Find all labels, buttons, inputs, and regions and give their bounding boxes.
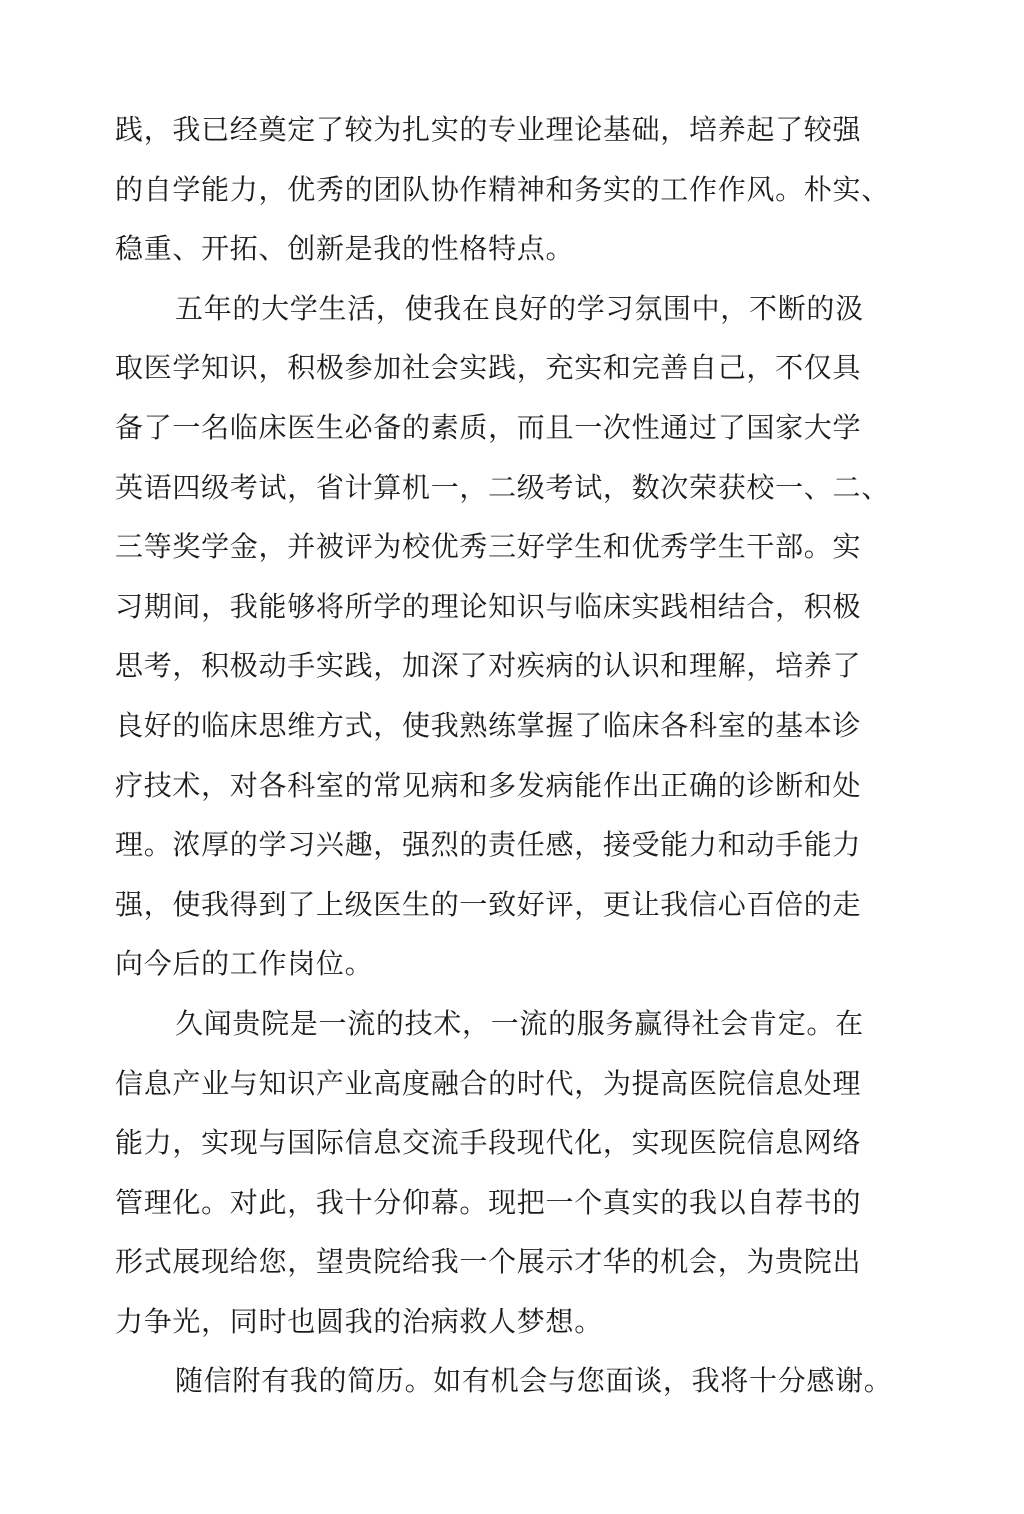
text-line: 五年的大学生活，使我在良好的学习氛围中，不断的汲 <box>175 291 864 325</box>
text-line: 取医学知识，积极参加社会实践，充实和完善自己，不仅具 <box>115 351 862 385</box>
paragraph-1 <box>115 100 915 279</box>
text-line: 英语四级考试，省计算机一，二级考试，数次荣获校一、二、 <box>115 470 890 504</box>
text-line: 三等奖学金，并被评为校优秀三好学生和优秀学生干部。实 <box>115 530 862 564</box>
text-line: 向今后的工作岗位。 <box>115 947 374 981</box>
paragraph-2 <box>115 279 915 994</box>
text-line: 践，我已经奠定了较为扎实的专业理论基础，培养起了较强 <box>115 113 862 146</box>
paragraph-3 <box>115 994 915 1352</box>
text-line: 思考，积极动手实践，加深了对疾病的认识和理解，培养了 <box>115 649 862 683</box>
text-line: 稳重、开拓、创新是我的性格特点。 <box>115 232 575 266</box>
text-line: 强，使我得到了上级医生的一致好评，更让我信心百倍的走 <box>115 887 862 921</box>
text-line: 能力，实现与国际信息交流手段现代化，实现医院信息网络 <box>115 1126 862 1160</box>
text-line: 的自学能力，优秀的团队协作精神和务实的工作作风。朴实、 <box>115 172 890 206</box>
letter-body <box>115 100 915 1411</box>
text-line: 备了一名临床医生必备的素质，而且一次性通过了国家大学 <box>115 410 862 444</box>
text-line: 久闻贵院是一流的技术，一流的服务赢得社会肯定。在 <box>175 1006 864 1040</box>
text-line: 随信附有我的简历。如有机会与您面谈，我将十分感谢。 <box>175 1364 893 1398</box>
text-line: 理。浓厚的学习兴趣，强烈的责任感，接受能力和动手能力 <box>115 828 862 862</box>
text-line: 习期间，我能够将所学的理论知识与临床实践相结合，积极 <box>115 589 862 623</box>
text-line: 管理化。对此，我十分仰幕。现把一个真实的我以自荐书的 <box>115 1185 862 1219</box>
text-line: 良好的临床思维方式，使我熟练掌握了临床各科室的基本诊 <box>115 708 862 742</box>
text-line: 信息产业与知识产业高度融合的时代，为提高医院信息处理 <box>115 1066 862 1100</box>
text-line: 力争光，同时也圆我的治病救人梦想。 <box>115 1304 603 1338</box>
text-line: 疗技术，对各科室的常见病和多发病能作出正确的诊断和处 <box>115 768 862 802</box>
text-line: 形式展现给您，望贵院给我一个展示才华的机会，为贵院出 <box>115 1245 862 1279</box>
paragraph-4 <box>115 1351 915 1411</box>
